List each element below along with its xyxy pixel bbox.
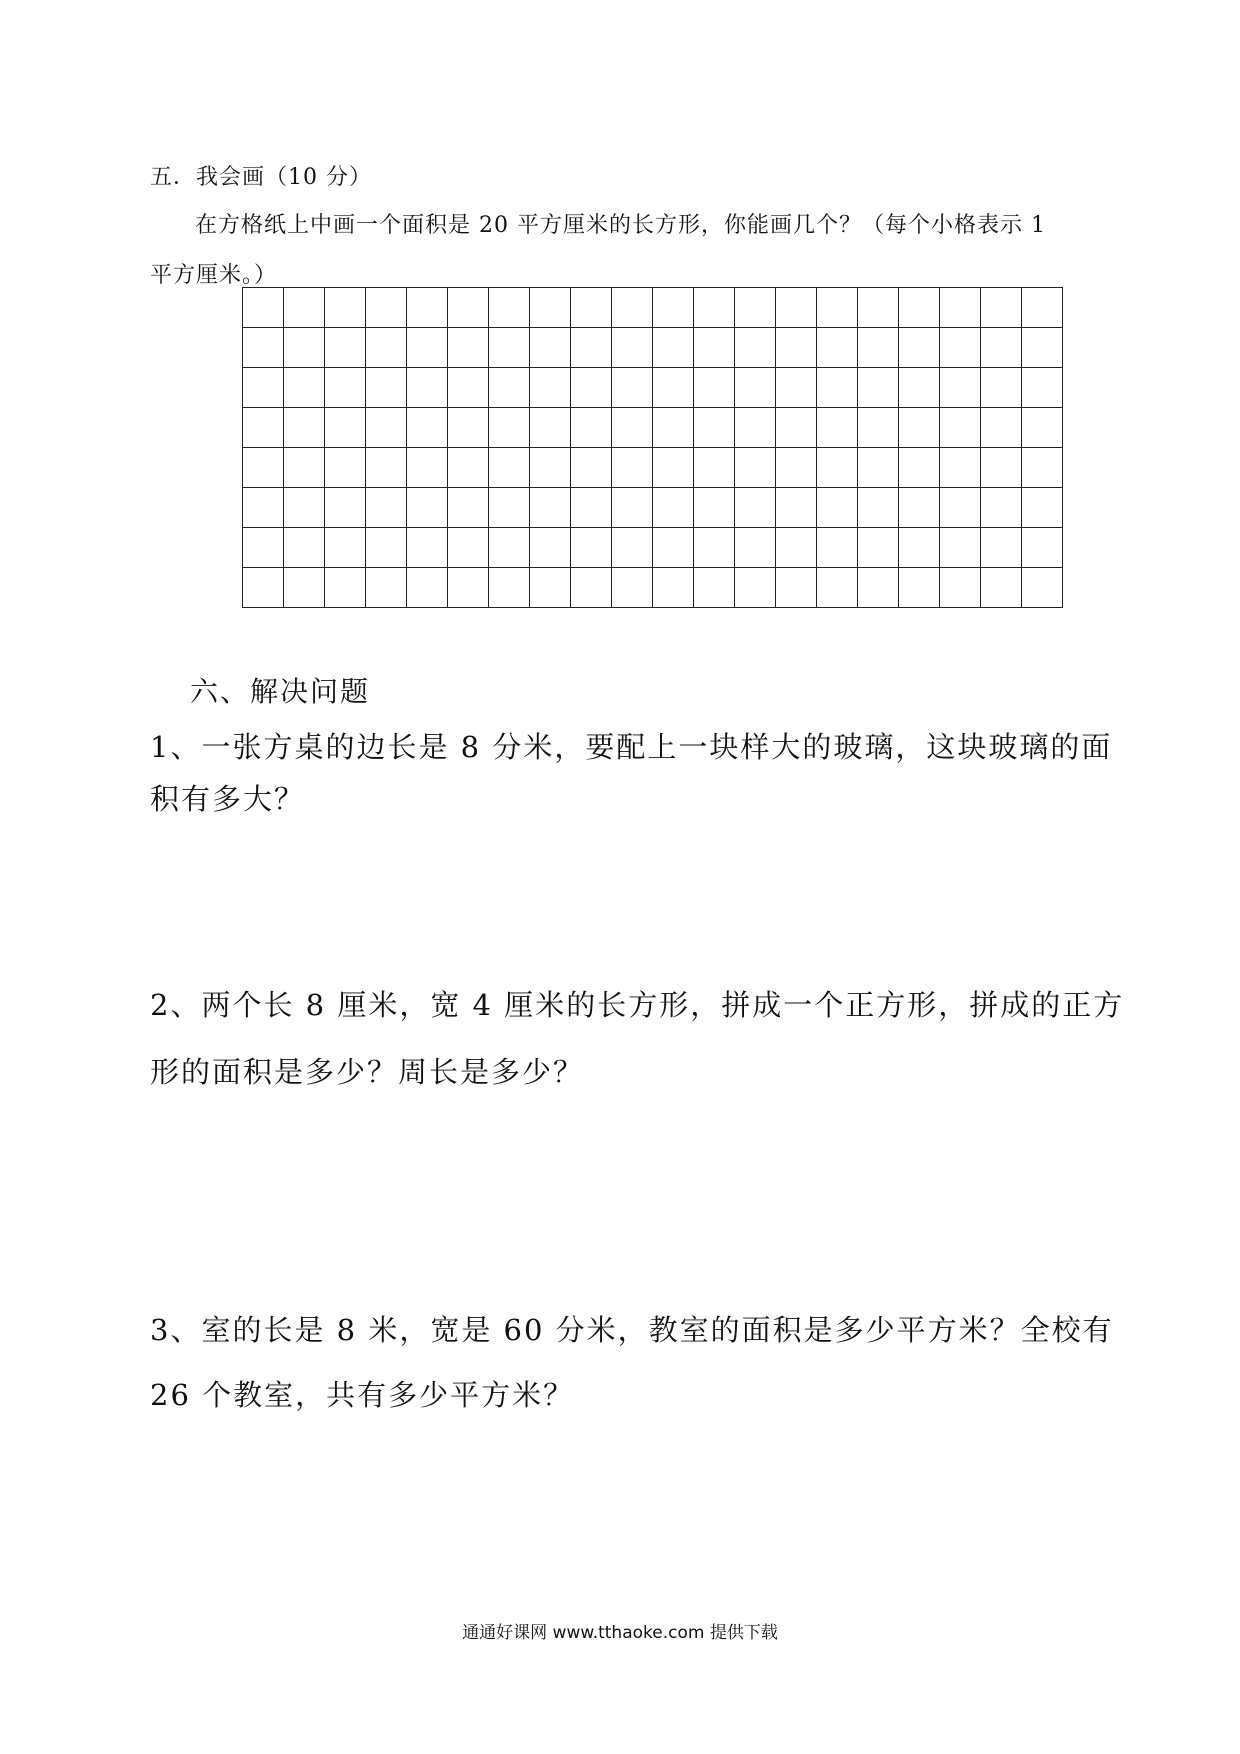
- grid-cell: [366, 448, 407, 488]
- grid-cell: [530, 528, 571, 568]
- square-grid-paper: [242, 287, 1063, 608]
- grid-cell: [489, 568, 530, 608]
- grid-cell: [243, 568, 284, 608]
- grid-cell: [530, 408, 571, 448]
- grid-cell: [325, 408, 366, 448]
- grid-cell: [735, 448, 776, 488]
- grid-cell: [489, 328, 530, 368]
- grid-cell: [1022, 408, 1063, 448]
- grid-cell: [653, 328, 694, 368]
- grid-cell: [489, 488, 530, 528]
- grid-cell: [858, 288, 899, 328]
- grid-cell: [776, 328, 817, 368]
- question-1-line-2: 积有多大？: [150, 782, 306, 816]
- grid-cell: [489, 408, 530, 448]
- grid-cell: [612, 488, 653, 528]
- grid-cell: [325, 568, 366, 608]
- grid-cell: [653, 368, 694, 408]
- grid-cell: [1022, 448, 1063, 488]
- question-1-line-1: 1、一张方桌的边长是 8 分米，要配上一块样大的玻璃，这块玻璃的面: [150, 730, 1113, 764]
- grid-cell: [694, 568, 735, 608]
- grid-cell: [489, 288, 530, 328]
- grid-cell: [243, 448, 284, 488]
- grid-cell: [858, 448, 899, 488]
- grid-cell: [858, 368, 899, 408]
- grid-cell: [284, 368, 325, 408]
- grid-cell: [407, 528, 448, 568]
- grid-cell: [612, 288, 653, 328]
- grid-cell: [817, 288, 858, 328]
- grid-cell: [407, 568, 448, 608]
- grid-row: [243, 488, 1063, 528]
- grid-cell: [448, 568, 489, 608]
- grid-cell: [817, 568, 858, 608]
- grid-cell: [612, 568, 653, 608]
- grid-cell: [407, 328, 448, 368]
- grid-cell: [243, 488, 284, 528]
- grid-cell: [530, 488, 571, 528]
- grid-cell: [284, 408, 325, 448]
- grid-cell: [407, 288, 448, 328]
- grid-cell: [489, 448, 530, 488]
- grid-cell: [1022, 368, 1063, 408]
- grid-cell: [776, 568, 817, 608]
- grid-cell: [448, 448, 489, 488]
- grid-cell: [489, 528, 530, 568]
- grid-cell: [981, 368, 1022, 408]
- grid-cell: [694, 448, 735, 488]
- grid-cell: [735, 288, 776, 328]
- grid-cell: [325, 488, 366, 528]
- grid-cell: [571, 568, 612, 608]
- grid-cell: [858, 568, 899, 608]
- grid-cell: [325, 328, 366, 368]
- grid-cell: [243, 368, 284, 408]
- grid-cell: [653, 528, 694, 568]
- grid-cell: [571, 368, 612, 408]
- grid-cell: [284, 448, 325, 488]
- grid-cell: [243, 528, 284, 568]
- grid-cell: [776, 488, 817, 528]
- grid-cell: [325, 368, 366, 408]
- grid-cell: [899, 288, 940, 328]
- grid-cell: [284, 288, 325, 328]
- grid-cell: [981, 408, 1022, 448]
- grid-cell: [981, 488, 1022, 528]
- grid-cell: [735, 328, 776, 368]
- section-6-title: 六、解决问题: [190, 675, 371, 708]
- grid-cell: [694, 328, 735, 368]
- grid-row: [243, 528, 1063, 568]
- grid-cell: [653, 568, 694, 608]
- grid-cell: [1022, 528, 1063, 568]
- grid-cell: [735, 568, 776, 608]
- grid-cell: [899, 488, 940, 528]
- grid-cell: [899, 448, 940, 488]
- grid-row: [243, 448, 1063, 488]
- grid-cell: [981, 328, 1022, 368]
- section-5-title: 五．我会画（10 分）: [150, 165, 372, 190]
- grid-cell: [530, 288, 571, 328]
- grid-cell: [940, 408, 981, 448]
- grid-cell: [407, 408, 448, 448]
- grid-cell: [776, 448, 817, 488]
- grid-cell: [612, 408, 653, 448]
- grid-cell: [899, 568, 940, 608]
- grid-cell: [448, 528, 489, 568]
- grid-cell: [940, 528, 981, 568]
- grid-cell: [899, 328, 940, 368]
- grid-cell: [776, 528, 817, 568]
- grid-cell: [243, 408, 284, 448]
- grid-cell: [325, 288, 366, 328]
- section-5-instruction-line-2: 平方厘米。）: [150, 263, 278, 288]
- grid-cell: [448, 328, 489, 368]
- grid-cell: [612, 368, 653, 408]
- grid-cell: [653, 488, 694, 528]
- question-3-line-2: 26 个教室，共有多少平方米？: [150, 1378, 575, 1412]
- grid-cell: [530, 328, 571, 368]
- grid-cell: [981, 288, 1022, 328]
- grid-cell: [694, 368, 735, 408]
- grid-cell: [366, 328, 407, 368]
- question-3-line-1: 3、室的长是 8 米，宽是 60 分米，教室的面积是多少平方米？全校有: [150, 1313, 1114, 1347]
- grid-cell: [407, 448, 448, 488]
- grid-cell: [1022, 568, 1063, 608]
- grid-cell: [448, 368, 489, 408]
- grid-cell: [694, 528, 735, 568]
- grid-cell: [899, 368, 940, 408]
- grid-row: [243, 408, 1063, 448]
- grid-row: [243, 288, 1063, 328]
- grid-row: [243, 568, 1063, 608]
- grid-cell: [981, 528, 1022, 568]
- grid-cell: [530, 568, 571, 608]
- grid-cell: [817, 368, 858, 408]
- grid-cell: [612, 448, 653, 488]
- grid-cell: [735, 528, 776, 568]
- grid-cell: [1022, 288, 1063, 328]
- grid-cell: [366, 528, 407, 568]
- grid-cell: [325, 448, 366, 488]
- grid-cell: [653, 408, 694, 448]
- grid-cell: [366, 408, 407, 448]
- grid-cell: [530, 368, 571, 408]
- grid-cell: [284, 328, 325, 368]
- grid-cell: [981, 568, 1022, 608]
- section-5-instruction-line-1: 在方格纸上中画一个面积是 20 平方厘米的长方形，你能画几个？（每个小格表示 1: [195, 213, 1046, 238]
- grid-cell: [817, 488, 858, 528]
- grid-cell: [407, 368, 448, 408]
- grid-cell: [940, 368, 981, 408]
- grid-cell: [858, 408, 899, 448]
- grid-cell: [407, 488, 448, 528]
- grid-cell: [940, 568, 981, 608]
- grid-cell: [817, 328, 858, 368]
- grid-cell: [817, 408, 858, 448]
- grid-cell: [940, 448, 981, 488]
- grid-cell: [571, 488, 612, 528]
- grid-cell: [817, 448, 858, 488]
- grid-cell: [366, 568, 407, 608]
- grid-cell: [366, 488, 407, 528]
- grid-cell: [243, 288, 284, 328]
- grid-cell: [571, 288, 612, 328]
- grid-cell: [284, 488, 325, 528]
- grid-row: [243, 328, 1063, 368]
- grid-cell: [448, 288, 489, 328]
- grid-cell: [284, 568, 325, 608]
- grid-cell: [448, 488, 489, 528]
- grid-cell: [653, 288, 694, 328]
- grid-cell: [735, 408, 776, 448]
- grid-cell: [858, 488, 899, 528]
- grid-cell: [694, 288, 735, 328]
- grid-cell: [612, 328, 653, 368]
- grid-cell: [571, 528, 612, 568]
- grid-cell: [1022, 488, 1063, 528]
- grid-cell: [981, 448, 1022, 488]
- grid-cell: [735, 488, 776, 528]
- grid-cell: [366, 288, 407, 328]
- footer-credit: 通通好课网 www.tthaoke.com 提供下载: [462, 1623, 778, 1643]
- grid-cell: [571, 448, 612, 488]
- grid-cell: [612, 528, 653, 568]
- grid-cell: [653, 448, 694, 488]
- grid-cell: [899, 528, 940, 568]
- grid-cell: [243, 328, 284, 368]
- grid-cell: [858, 528, 899, 568]
- grid-cell: [489, 368, 530, 408]
- grid-cell: [571, 408, 612, 448]
- grid-cell: [940, 288, 981, 328]
- grid-cell: [899, 408, 940, 448]
- grid-cell: [940, 488, 981, 528]
- grid-cell: [325, 528, 366, 568]
- grid-cell: [366, 368, 407, 408]
- grid-row: [243, 368, 1063, 408]
- grid-cell: [284, 528, 325, 568]
- grid-cell: [817, 528, 858, 568]
- grid-cell: [940, 328, 981, 368]
- grid-cell: [448, 408, 489, 448]
- grid-cell: [776, 368, 817, 408]
- grid-cell: [694, 488, 735, 528]
- grid-cell: [1022, 328, 1063, 368]
- grid-cell: [776, 408, 817, 448]
- grid-cell: [571, 328, 612, 368]
- grid-cell: [735, 368, 776, 408]
- question-2-line-2: 形的面积是多少？周长是多少？: [150, 1055, 585, 1089]
- grid-cell: [776, 288, 817, 328]
- grid-cell: [694, 408, 735, 448]
- grid-cell: [858, 328, 899, 368]
- grid-cell: [530, 448, 571, 488]
- question-2-line-1: 2、两个长 8 厘米，宽 4 厘米的长方形，拼成一个正方形，拼成的正方: [150, 988, 1125, 1022]
